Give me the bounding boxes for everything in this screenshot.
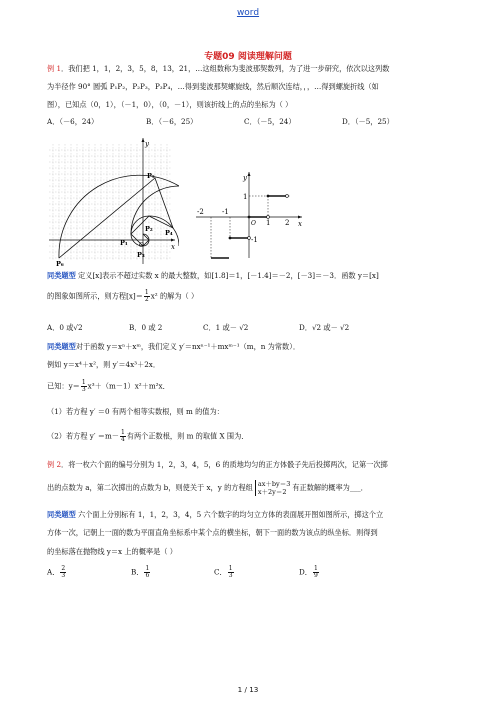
same-2-q2-den: 4: [120, 436, 125, 443]
fig2-tick-1-x: 1: [266, 219, 271, 227]
fig2-tick-2: 2: [285, 219, 290, 227]
same-2-label: 同类题型: [47, 342, 76, 351]
same-3-line-3: 的坐标落在抛物线 y＝x 上的概率是（ ）: [47, 547, 177, 556]
page-title: 专题09 阅读理解问题: [204, 52, 292, 62]
same-1-text-2a: 的图象如图所示，则方程[x]＝: [47, 291, 143, 301]
fig2-guides: [211, 196, 290, 258]
same-1-option-a: A．0 或√2: [47, 323, 83, 332]
option-a-fraction: [60, 566, 66, 579]
fig2-tick-1: 1: [243, 193, 248, 201]
example-2-label: 例 2: [47, 460, 62, 469]
same-2-line-1: [47, 342, 459, 352]
same-3-line-2: 方体一次，记朝上一面的数为平面直角坐标系中某个点的横坐标，朝下一面的数为该点的纵坐标．则得到: [47, 528, 378, 537]
same-1-option-c: C．1 或－ √2: [203, 323, 249, 332]
example-1-text-1: ．我们把 1，1，2，3，5，8，13，21，…这组数称为斐波那契数列，为了进一步研究，依次以这列数: [61, 64, 390, 73]
option-d-num: 1: [313, 565, 318, 572]
fig2-y-arrow: [248, 172, 251, 176]
same-2-line-2: 例如 y＝x⁴＋x²，则 y′＝4x³＋2x．: [47, 360, 161, 369]
fig2-tick-neg1-x: -1: [222, 208, 229, 216]
same-1-frac-den: 2: [144, 296, 149, 303]
same-2-q2-fraction: [120, 430, 126, 443]
page-number: 1 / 13: [237, 685, 259, 694]
grid: [49, 144, 171, 260]
example-1-label: 例 1: [47, 64, 62, 73]
option-b-prefix: B．: [131, 567, 144, 577]
same-1-frac-num: 1: [144, 289, 149, 296]
same-1-option-d: D．√2 或－ √2: [299, 323, 350, 332]
same-3-option-b: [131, 566, 151, 579]
fibonacci-spiral-figure: [47, 134, 179, 266]
open-dot-1: [286, 195, 289, 198]
point-p1: P₁: [120, 239, 128, 247]
option-d-den: 9: [313, 572, 318, 579]
same-3-text-1: 六个面上分别标有 1，1，2，3，4，5 六个数字的均匀立方体的表面展开图如图所示，掷这个立: [75, 510, 384, 519]
point-p6: P₆: [56, 260, 64, 266]
example-2-text-1: ．将一枚六个面的编号分别为 1，2，3，4，5，6 的质地均匀的正方体骰子先后投掷两次，记第一次掷: [61, 460, 388, 469]
option-b-num: 1: [145, 565, 150, 572]
option-c-num: 1: [228, 565, 233, 572]
fig2-x-label: x: [298, 220, 302, 228]
same-2-line-3: [47, 380, 459, 393]
example-2-text-2a: 出的点数为 a，第二次掷出的点数为 b，则使关于 x，y 的方程组: [47, 483, 253, 492]
same-2-q2b: 有两个正数根，则 m 的取值 X 围为．: [126, 431, 249, 441]
open-dot-0: [267, 216, 270, 219]
floor-function-figure: [194, 170, 306, 260]
point-p5: P₅: [147, 172, 155, 180]
same-1-text-2b: x² 的解为（ ）: [150, 291, 199, 301]
same-3-option-a: [47, 566, 67, 579]
dot-1: [267, 195, 270, 198]
point-p3: P₃: [137, 251, 145, 259]
option-c-den: 3: [228, 572, 233, 579]
option-a-den: 3: [61, 572, 66, 579]
point-p4: P₄: [165, 229, 173, 237]
example-2-blank: ___．: [349, 483, 368, 492]
option-d-fraction: [313, 566, 319, 579]
same-2-question-2: [47, 430, 459, 443]
same-3-option-d: [299, 566, 320, 579]
same-3-line-1: [47, 510, 459, 520]
same-2-frac-num: 1: [81, 379, 86, 386]
dot-0: [248, 216, 251, 219]
same-1-option-b: B．0 或 2: [129, 323, 163, 332]
same-2-frac-den: 3: [81, 386, 86, 393]
example-1-line-3: 图），已知点（0，1），（－1，0），（0，－1），则该折线上的点的坐标为（ ）: [47, 100, 293, 109]
same-3-label: 同类题型: [47, 510, 76, 519]
same-2-q2-num: 1: [120, 429, 125, 436]
x-axis-arrow: [171, 239, 175, 242]
option-c-fraction: [228, 566, 234, 579]
header-link[interactable]: word: [236, 8, 260, 18]
same-2-text-3a: 已知：y＝: [47, 381, 80, 391]
fig1-x-label: x: [171, 243, 175, 251]
fig1-origin: O: [139, 242, 144, 249]
fig2-origin: O: [251, 220, 256, 227]
equation-system: [255, 480, 291, 496]
fig1-y-label: y: [145, 140, 149, 148]
dot-neg-1: [229, 237, 232, 240]
same-2-text-3b: x³＋（m－1）x²＋m²x．: [87, 381, 170, 391]
example-2-text-2b: 有正数解的概率为: [292, 483, 350, 492]
fig2-tick-neg1-y: -1: [251, 236, 258, 244]
example-1-option-c: C．（－5，24）: [244, 117, 296, 126]
same-2-question-1: （1）若方程 y′ ＝0 有两个相等实数根，则 m 的值为：: [47, 407, 224, 416]
same-2-text-1: 对于函数 y＝xⁿ＋xᵐ，我们定义 y′＝nxⁿ⁻¹＋mxᵐ⁻¹（m，n 为常数）．: [75, 342, 301, 351]
open-dot-neg-1: [248, 237, 251, 240]
example-1-line-2: 为半径作 90° 圆弧 P₁P₂，P₂P₃，P₃P₄，…得到斐波那契螺旋线，然后顺次连结，，，…得到螺旋折线（如: [47, 82, 379, 91]
example-1-option-d: D．（－5，25）: [342, 117, 394, 126]
fig2-tick-neg2: -2: [197, 208, 204, 216]
option-d-prefix: D．: [299, 567, 312, 577]
same-1-text-1: 定义[x]表示不超过实数 x 的最大整数，如[1.8]＝1，[－1.4]＝－2，[－3]＝－3．函数 y＝[x]: [75, 271, 379, 280]
example-1-line-1: [47, 64, 459, 74]
point-p2: P₂: [145, 225, 153, 233]
option-b-den: 6: [145, 572, 150, 579]
option-a-prefix: A．: [47, 567, 60, 577]
same-1-fraction: [144, 290, 150, 303]
same-3-option-c: [214, 566, 235, 579]
example-2-line-1: [47, 460, 459, 470]
same-2-q2a: （2）若方程 y′ ＝m－: [47, 431, 119, 441]
fig2-y-label: y: [243, 174, 247, 182]
same-1-line-2: [47, 290, 459, 303]
same-2-fraction: [81, 380, 87, 393]
equation-1: ax＋by＝3: [257, 480, 291, 488]
example-1-option-b: B．（－6，25）: [146, 117, 198, 126]
option-a-num: 2: [61, 565, 66, 572]
fig2-x-arrow: [298, 216, 302, 219]
example-2-line-2: [47, 480, 459, 496]
option-c-prefix: C．: [214, 567, 227, 577]
equation-2: x＋2y＝2: [257, 488, 287, 496]
same-1-label: 同类题型: [47, 271, 76, 280]
option-b-fraction: [144, 566, 150, 579]
example-1-option-a: A．（－6，24）: [47, 117, 99, 126]
same-1-line-1: [47, 271, 459, 281]
